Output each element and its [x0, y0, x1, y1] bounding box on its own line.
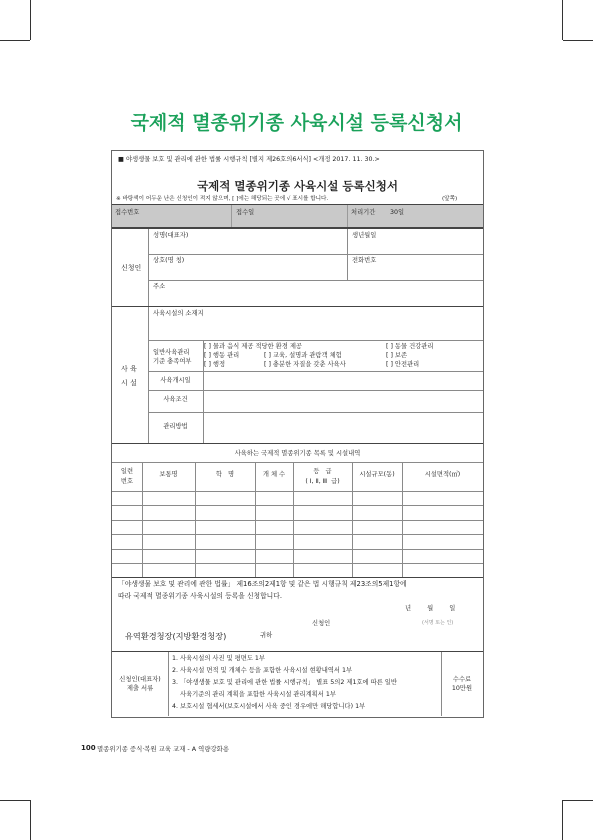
column-header-count: 개 체 수 — [262, 471, 286, 478]
declaration-text: 「야생생물 보호 및 관리에 관한 법률」 제16조의2제1항 및 같은 법 시행규칙 제23조의5제1항에 — [118, 580, 407, 588]
facility-section-label: 사 육 — [121, 365, 137, 373]
fee-amount: 10만원 — [451, 685, 473, 692]
signature-hint[interactable]: (서명 또는 인) — [422, 620, 454, 626]
receipt-number-label: 접수번호 — [115, 209, 140, 216]
divider — [148, 229, 149, 307]
facility-location-label: 사육시설의 소재지 — [153, 310, 204, 317]
document-item: 1. 사육시설의 사진 및 평면도 1부 — [172, 655, 266, 662]
criteria-option[interactable]: [ ] 안전관리 — [386, 361, 420, 368]
applicant-section-label: 신청인 — [121, 264, 142, 272]
page-number: 100 — [81, 744, 96, 752]
crop-mark — [562, 800, 563, 840]
document-item: 사육기준의 관리 계획을 포함한 사육시설 관리계획서 1부 — [172, 691, 336, 698]
application-form — [111, 150, 484, 718]
document-item: 3. 「야생생물 보호 및 관리에 관한 법률 시행규칙」 별표 5의2 제1호에 따른 일반 — [172, 679, 397, 686]
signer-label: 신청인 — [312, 620, 331, 627]
processing-period-value: 30일 — [390, 209, 405, 216]
documents-label: 신청인(대표자) — [119, 676, 161, 683]
method-label: 관리방법 — [163, 423, 188, 430]
divider — [112, 227, 483, 229]
divider — [148, 371, 483, 372]
applicant-phone-label: 전화번호 — [352, 257, 377, 264]
criteria-option[interactable]: [ ] 물과 음식 제공 적당한 환경 제공 — [204, 343, 303, 350]
processing-period-label: 처리기간 — [351, 209, 376, 216]
column-header-facility-size: 시설규모(동) — [359, 471, 395, 478]
divider — [402, 462, 403, 577]
applicant-address-label: 주소 — [153, 283, 166, 290]
conditions-label: 사육조건 — [163, 396, 188, 403]
addressee: 유역환경청장(지방환경청장) — [125, 631, 227, 641]
facility-section-label: 시 설 — [121, 379, 137, 387]
page-indicator: (앞쪽) — [442, 196, 458, 202]
divider — [148, 390, 483, 391]
receipt-row — [112, 205, 483, 227]
divider — [112, 563, 483, 564]
divider — [112, 306, 483, 307]
divider — [347, 229, 348, 281]
column-header-facility-area: 시설면적(㎡) — [424, 471, 461, 478]
column-header-grade: 등 급 ( Ⅰ, Ⅱ, Ⅲ 급) — [305, 468, 340, 485]
crop-mark — [562, 0, 563, 40]
applicant-name-label: 성명(대표자) — [153, 232, 189, 239]
divider — [441, 652, 442, 716]
divider — [112, 534, 483, 535]
divider — [347, 205, 348, 227]
divider — [112, 505, 483, 506]
criteria-option[interactable]: [ ] 교육, 설명과 관람객 체험 — [264, 352, 342, 359]
crop-mark — [30, 0, 31, 40]
crop-mark — [0, 800, 30, 801]
documents-label: 제출 서류 — [126, 685, 154, 692]
criteria-option[interactable]: [ ] 행정 — [204, 361, 226, 368]
regulation-note: ■ 야생생물 보호 및 관리에 관한 법률 시행규칙 [별지 제26호의6서식] <개정 2017. 11. 30.> — [118, 156, 380, 163]
criteria-option[interactable]: [ ] 충분한 자질을 갖춘 사육사 — [264, 361, 346, 368]
divider — [195, 462, 196, 577]
running-title: 멸종위기종 증식·복원 교육 교재 - A 역량강화용 — [97, 745, 230, 753]
divider — [231, 205, 232, 227]
criteria-label: 일반사육관리 — [153, 349, 190, 356]
page-title: 국제적 멸종위기종 사육시설 등록신청서 — [130, 112, 463, 134]
divider — [112, 520, 483, 521]
crop-mark — [30, 800, 31, 840]
addressee-suffix: 귀하 — [260, 632, 273, 639]
column-header-scientific-name: 학 명 — [215, 471, 235, 478]
applicant-business-label: 상호(명 칭) — [153, 257, 185, 264]
criteria-option[interactable]: [ ] 보존 — [386, 352, 408, 359]
start-date-label: 사육개시일 — [160, 377, 191, 384]
form-title: 국제적 멸종위기종 사육시설 등록신청서 — [197, 179, 398, 193]
applicant-birth-label: 생년월일 — [352, 232, 377, 239]
divider — [148, 340, 483, 341]
divider — [112, 577, 483, 578]
divider — [148, 254, 483, 255]
criteria-label: 기준 충족여부 — [153, 358, 192, 365]
divider — [112, 462, 483, 463]
document-item: 2. 사육시설 면적 및 개체수 등을 포함한 사육시설 현황내역서 1부 — [172, 667, 353, 674]
column-header-common-name: 보통명 — [159, 471, 178, 478]
divider — [142, 462, 143, 577]
divider — [352, 462, 353, 577]
divider — [148, 280, 483, 281]
fee-label: 수수료 — [452, 676, 472, 683]
crop-mark — [563, 40, 593, 41]
crop-mark — [0, 40, 30, 41]
instruction-note: ※ 바탕색이 어두운 난은 신청인이 적지 않으며, [ ]에는 해당되는 곳에 √ 표시를 합니다. — [116, 196, 329, 202]
divider — [255, 462, 256, 577]
crop-mark — [563, 800, 593, 801]
divider — [112, 549, 483, 550]
application-date[interactable]: 년 월 일 — [405, 605, 456, 612]
divider — [148, 307, 149, 443]
receipt-date-label: 접수일 — [236, 209, 255, 216]
divider — [112, 443, 483, 444]
declaration-text: 따라 국제적 멸종위기종 사육시설의 등록을 신청합니다. — [118, 592, 282, 600]
column-header-serial: 일련 번호 — [120, 468, 134, 485]
document-item: 4. 보호시설 협세서(보호시설에서 사육 중인 경우에만 해당합니다) 1부 — [172, 703, 366, 710]
criteria-option[interactable]: [ ] 행동 관리 — [204, 352, 240, 359]
divider — [148, 412, 483, 413]
divider — [112, 491, 483, 492]
divider — [168, 652, 169, 716]
species-table-caption: 사육하는 국제적 멸종위기종 목록 및 시설내역 — [234, 450, 361, 457]
criteria-option[interactable]: [ ] 동물 건강관리 — [386, 343, 434, 350]
